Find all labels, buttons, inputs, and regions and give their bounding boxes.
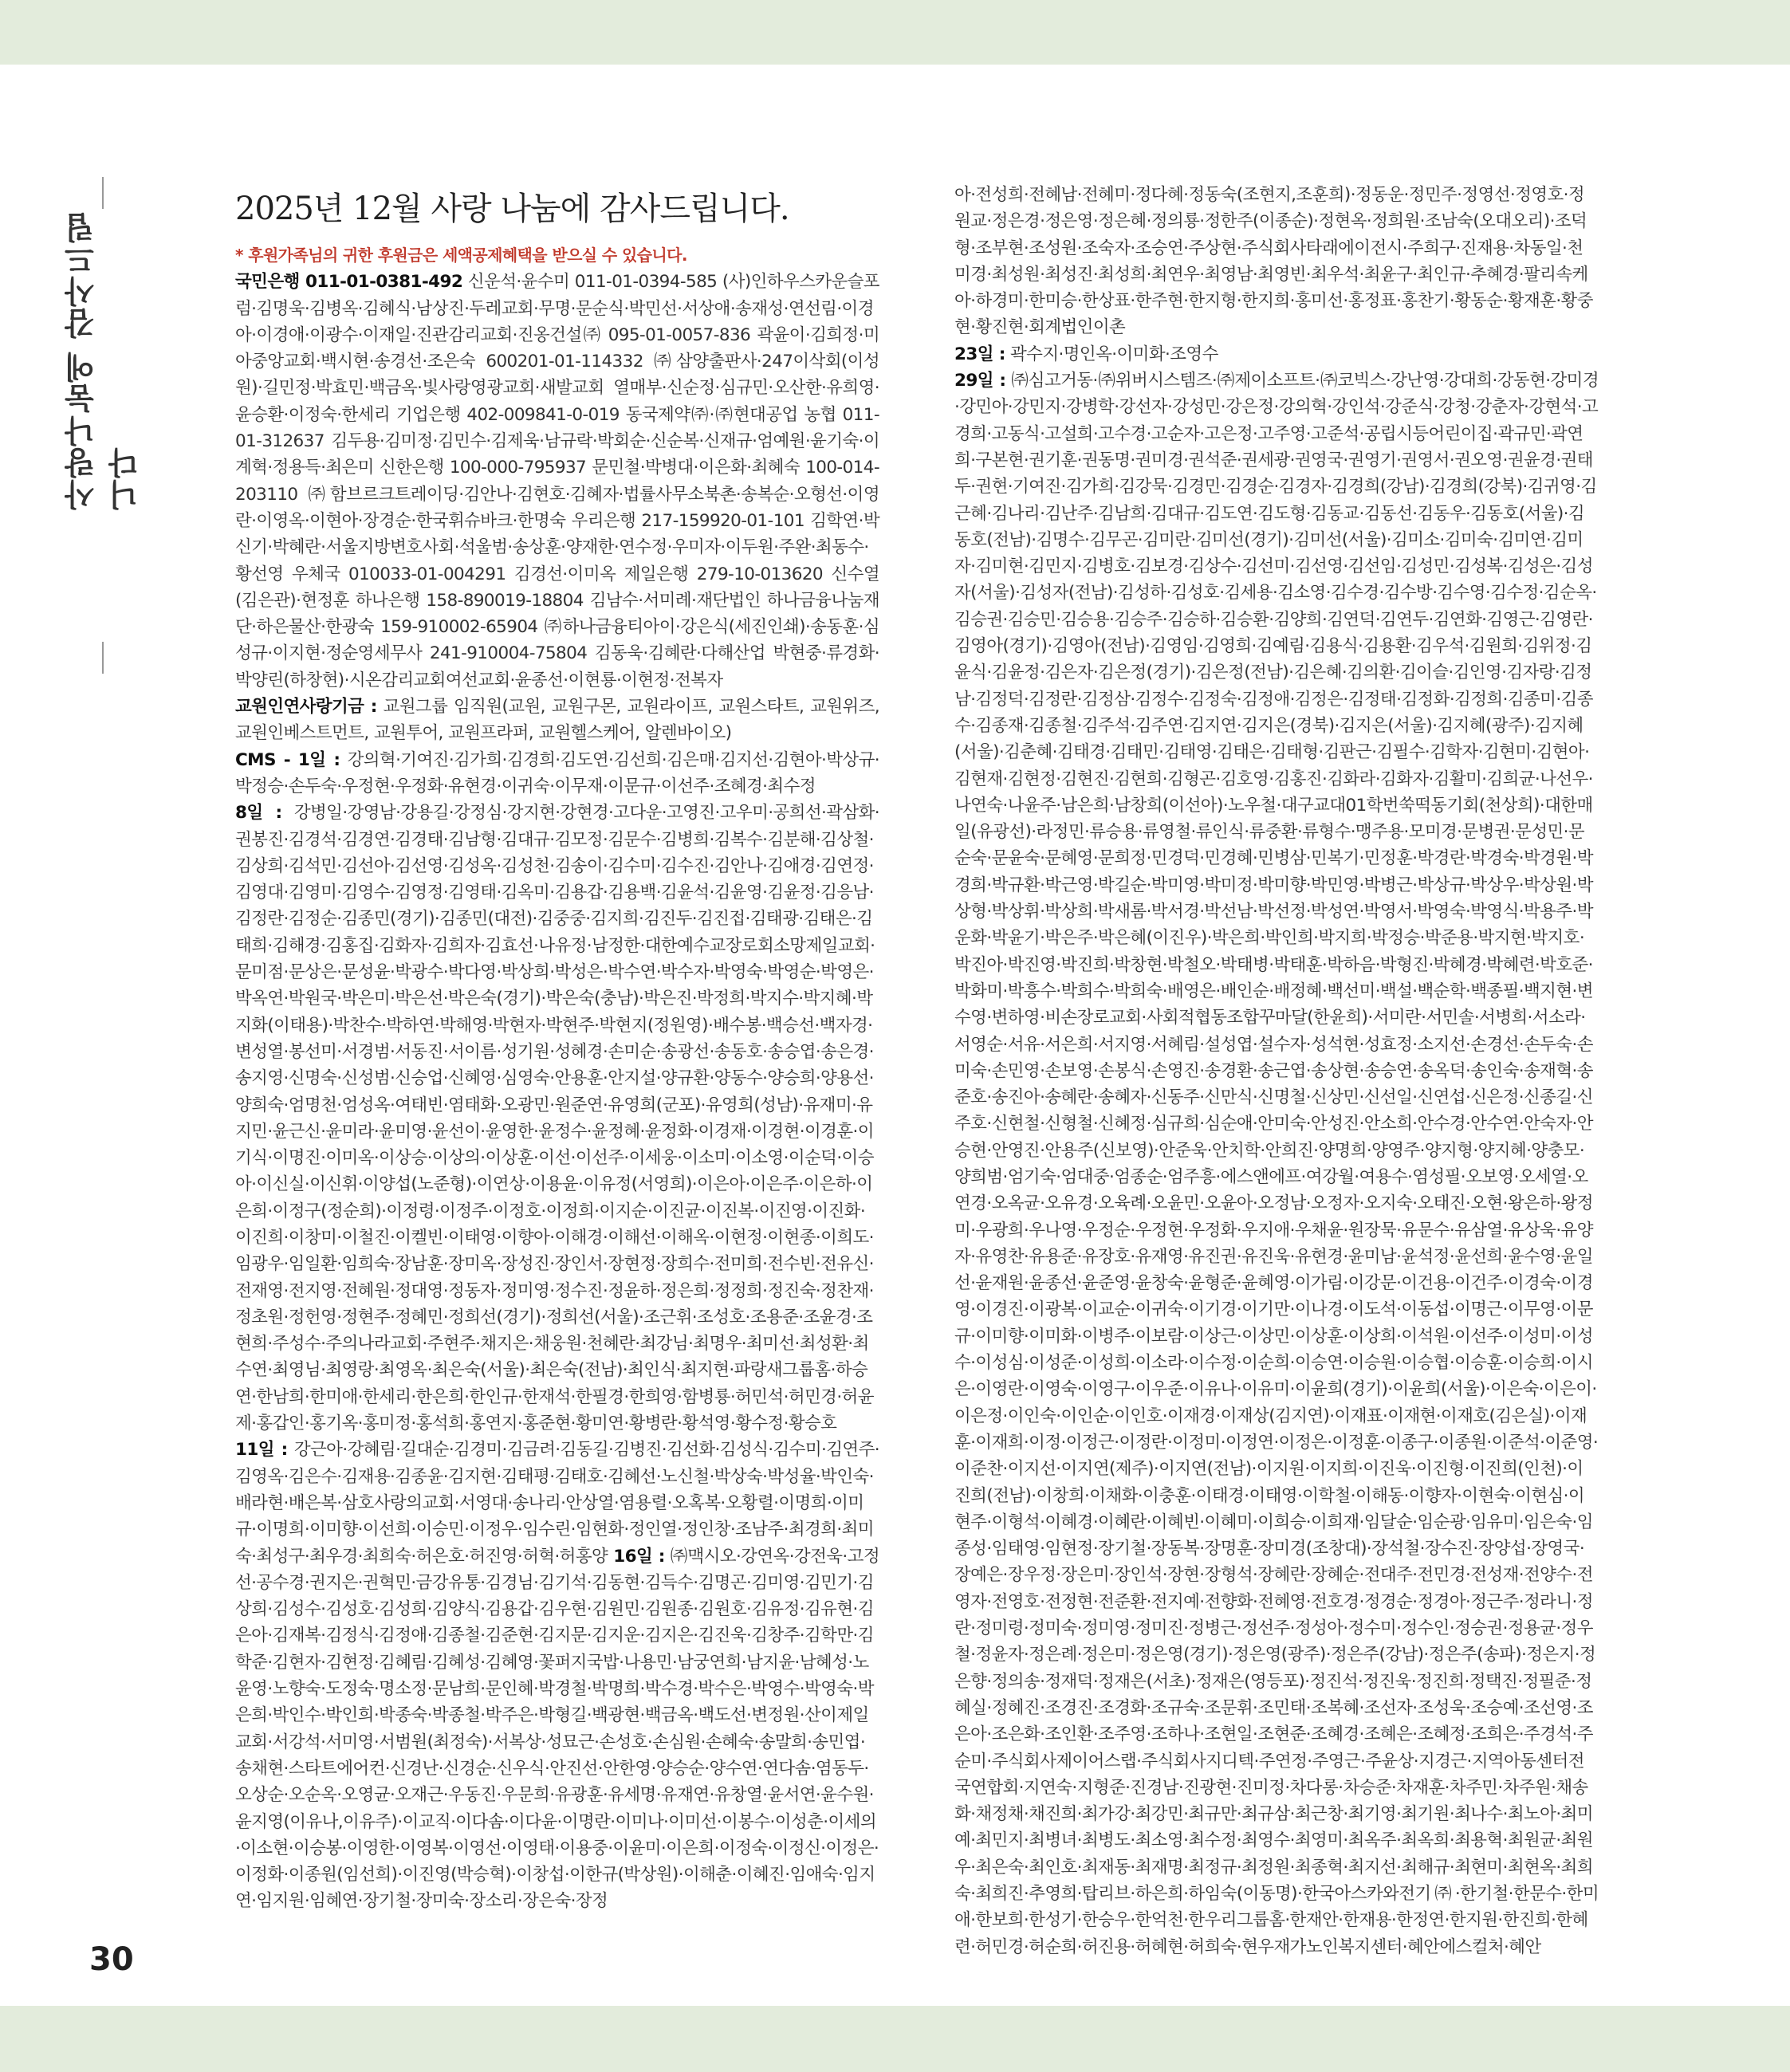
donor-names: 곽수지·명인옥·이미화·조영수 [1005,344,1218,364]
donor-paragraph [235,269,879,694]
donor-group-label: 16일 : [613,1546,665,1567]
donor-paragraph [235,800,879,1437]
donor-paragraph [954,368,1599,1960]
top-band [0,0,1790,65]
donor-group-label: 국민은행 011-01-0381-492 [235,272,463,293]
donor-names: 신운석·윤수미 011-01-0394-585 (사)인하우스카운슬포럼·김명욱·김병옥·김혜식·남상진·두레교회·무명·문순식·박민선·서상애·송재성·연선림·이경아·이경애·이광수·이재일·진관감리교회·진옹건설㈜ 095-01-0057-836 곽윤이·김희정·미아중앙교회·백시현·송경선·조은숙 600201-01-114332 ㈜삼양출판사·247이삭회(이성원)·길민정·박효민·백금옥·빛사랑영광교회·새발교회 열매부·신순정·심규민·오산한·유희영·윤승환·이정숙·한세리 기업은행 402-009841-0-019 동국제약㈜·㈜현대공업 농협 011-01-312637 김두용·김미정·김민수·김제욱·남규락·박회순·신순복·신재규·엄예원·윤기숙·이계혁·정용득·최은미 신한은행 100-000-795937 문민철·박병대·이은화·최혜숙 100-014-203110 ㈜함브르크트레이딩·김안나·김현호·김혜자·법률사무소북촌·송복순·오형선·이영란·이영옥·이현아·장경순·한국휘슈바크·한명숙 우리은행 217-159920-01-101 김학연·박신기·박혜란·서울지방변호사회·석울범·송상훈·양재한·연수정·우미자·이두원·주완·최동수·황선영 우체국 010033-01-004291 김경선·이미옥 제일은행 279-10-013620 신수열(김은관)·현정훈 하나은행 158-890019-18804 김남수·서미례·재단법인 하나금융나눔재단·하은물산·한광숙 159-910002-65904 ㈜하나금융티아이·강은식(세진인쇄)·송동훈·심성규·이지현·정순영세무사 241-910004-75804 김동욱·김혜란·다해산업 박현중·류경화·박양린(하창현)·시온감리교회여선교회·윤종선·이현룡·이현정·전복자 [235,272,879,690]
donor-list-right-column [954,182,1599,1960]
donor-names: ㈜맥시오·강연옥·강전욱·고정선·공수경·권지은·권혁민·금강유통·김경님·김기석·김동현·김득수·김명곤·김미영·김민기·김상희·김성수·김성호·김성희·김양식·김용갑·김우현·김원민·김원종·김원호·김유정·김유현·김은아·김재복·김정식·김정애·김종철·김준현·김지문·김지운·김지은·김진욱·김창주·김학만·김학준·김현자·김현정·김혜림·김혜성·김혜영·꽃퍼지국밥·나용민·남궁연희·남지윤·남혜성·노윤영·노향숙·도정숙·명소정·문남희·문인혜·박경철·박명희·박수경·박수은·박영수·박영숙·박은희·박인수·박인희·박종숙·박종철·박주은·박형길·백광현·백금옥·백도선·변정원·산이제일교회·서강석·서미영·서범원(최정숙)·서복상·성묘근·손성호·손심원·손혜숙·송말희·송민엽·송채현·스타트에어컨·신경난·신경순·신우식·안진선·안한영·양승순·양수연·연다솜·염동두·오상순·오순옥·오영균·오재근·우동진·우문희·유광훈·유세명·유재연·유창열·윤서연·윤수원·윤지영(이유나,이유주)·이교직·이다솜·이다윤·이명란·이미나·이미선·이봉수·이성춘·이세의·이소현·이승봉·이영한·이영복·이영선·이영태·이용중·이윤미·이은희·이정숙·이정신·이정은·이정화·이종원(임선희)·이진영(박승혁)·이창섭·이한규(박상원)·이해춘·이혜진·임애숙·임지연·임지원·임혜연·장기철·장미숙·장소리·장은숙·장정 [235,1546,880,1912]
donor-names: 강근아·강혜림·길대순·김경미·김금려·김동길·김병진·김선화·김성식·김수미·김연주·김영옥·김은수·김재용·김종윤·김지현·김태평·김태호·김혜선·노신철·박상숙·박성율·박인숙·배라현·배은복·삼호사랑의교회·서영대·송나리·안상열·염용렬·오혹복·오황렬·이명희·이미규·이명희·이미향·이선희·이승민·이정우·임수린·임현화·정인열·정인창·조남주·최경희·최미숙·최성구·최우경·최희숙·허은호·허진영·허혁·허홍양 [235,1440,879,1567]
donor-group-label: 11일 : [235,1440,288,1461]
bottom-band [0,2006,1790,2072]
donor-paragraph [235,1437,879,1914]
donor-paragraph [235,694,879,747]
donor-group-label: 교원인연사랑기금 : [235,697,377,718]
page-title: 2025년 12월 사랑 나눔에 감사드립니다. [235,191,789,227]
donor-names: 강의혁·기여진·김가희·김경희·김도연·김선희·김은매·김지선·김현아·박상규·박정승·손두숙·우정현·우정화·유현경·이귀숙·이무재·이문규·이선주·조혜경·최수정 [235,749,879,796]
donor-paragraph [235,747,879,800]
side-rule-bottom [102,642,104,674]
donor-names: ㈜심고거동·㈜위버시스템즈·㈜제이소프트·㈜코빅스·강난영·강대희·강동현·강미경·강민아·강민지·강병학·강선자·강성민·강은정·강의혁·강인석·강준식·강청·강춘자·강현석·고경희·고동식·고설희·고수경·고순자·고은정·고주영·고준석·공립시등어린이집·곽규민·곽연희·구본현·권기훈·권동명·권미경·권석준·권세광·권영국·권영기·권영서·권오영·권윤경·권태두·권현·기여진·김가희·김강묵·김경민·김경순·김경자·김경희(강남)·김경희(강북)·김귀영·김근혜·김나리·김난주·김남희·김대규·김도연·김도형·김동교·김동선·김동우·김동호(서울)·김동호(전남)·김명수·김무곤·김미란·김미선(경기)·김미선(서울)·김미소·김미숙·김미연·김미자·김미현·김민지·김병호·김보경·김상수·김선미·김선영·김선임·김성민·김성복·김성은·김성자(서울)·김성자(전남)·김성하·김성호·김세용·김소영·김수경·김수방·김수영·김수정·김순옥·김승권·김승민·김승용·김승주·김승하·김승환·김양희·김연덕·김연두·김연화·김영근·김영란·김영아(경기)·김영아(전남)·김영임·김영희·김예림·김용식·김용환·김우석·김원희·김위정·김윤식·김윤정·김은자·김은정(경기)·김은정(전남)·김은혜·김의환·김이슬·김인영·김자랑·김정남·김정덕·김정란·김정삼·김정수·김정숙·김정애·김정은·김정태·김정화·김정희·김종미·김종수·김종재·김종철·김주석·김주연·김지연·김지은(경북)·김지은(서울)·김지혜(광주)·김지혜(서울)·김춘혜·김태경·김태민·김태영·김태은·김태형·김판근·김필수·김학자·김현미·김현아·김현재·김현정·김현진·김현희·김형곤·김호영·김홍진·김화라·김화자·김활미·김희균·나선우·나연숙·나윤주·남은희·남창희(이선아)·노우철·대구교대01학번쑥떡동기회(천상희)·대한매일(유광선)·라정민·류승용·류영철·류인식·류중환·류형수·맹주용·모미경·문병권·문성민·문순숙·문윤숙·문혜영·문희정·민경덕·민경혜·민병삼·민복기·민정훈·박경란·박경숙·박경원·박경희·박규환·박근영·박길순·박미영·박미정·박미향·박민영·박병근·박상규·박상우·박상원·박상형·박상휘·박상희·박새롬·박서경·박선남·박선정·박성연·박영서·박영숙·박영식·박용주·박운화·박윤기·박은주·박은혜(이진우)·박은희·박인희·박지희·박정승·박준용·박지현·박지호·박진아·박진영·박진희·박창현·박철오·박태병·박태훈·박하음·박형진·박혜경·박혜련·박호준·박화미·박흥수·박희수·박희숙·배영은·배인순·배정혜·백선미·백설·백순학·백종필·백지현·변수영·변하영·비손장로교회·사회적협동조합꾸마달(한윤희)·서미란·서민솔·서병희·서소라·서영순·서유·서은희·서지영·서혜림·설성엽·설수자·성석현·성효정·소지선·손경선·손두숙·손미숙·손민영·손보영·손봉식·손영진·송경환·송근엽·송상현·송승연·송옥덕·송인숙·송재혁·송준호·송진아·송혜란·송혜자·신동주·신만식·신명철·신상민·신선일·신연섭·신은정·신종길·신주호·신현철·신형철·신혜정·심규희·심순애·안미숙·안성진·안소희·안수경·안수연·안숙자·안승현·안영진·안용주(신보영)·안준욱·안치학·안희진·양명희·양영주·양지형·양지혜·양충모·양희범·엄기숙·엄대중·엄종순·엄주흥·에스앤에프·여강월·여용수·염성필·오보영·오세열·오연경·오옥균·오유경·오육례·오윤민·오윤아·오정남·오정자·오지숙·오태진·오현·왕은하·왕정미·우광희·우나영·우정순·우정현·우정화·우지애·우채윤·원장묵·유문수·유삼열·유상욱·유양자·유영찬·유용준·유장호·유재영·유진권·유진욱·유현경·윤미남·윤석정·윤선희·윤수영·윤일선·윤재원·윤종선·윤준영·윤창숙·윤형준·윤혜영·이가림·이강문·이건용·이건주·이경숙·이경영·이경진·이광복·이교순·이귀숙·이기경·이기만·이나경·이도석·이동섭·이명근·이무영·이문규·이미향·이미화·이병주·이보람·이상근·이상민·이상훈·이상희·이석원·이선주·이성미·이성수·이성심·이성준·이성희·이소라·이수정·이순희·이승연·이승원·이승협·이승훈·이승희·이시은·이영란·이영숙·이영구·이우준·이유나·이유미·이윤희(경기)·이윤희(서울)·이은숙·이은이·이은정·이인숙·이인순·이인호·이재경·이재상(김지연)·이재표·이재현·이재호(김은실)·이재훈·이재희·이정·이정근·이정란·이정미·이정연·이정은·이정훈·이종구·이종원·이준석·이준영·이준찬·이지선·이지연(제주)·이지연(전남)·이지원·이지희·이진욱·이진형·이진희(인천)·이진희(전남)·이창희·이채화·이충훈·이태경·이태영·이학철·이해동·이향자·이현숙·이현심·이현주·이형석·이혜경·이혜란·이혜빈·이혜미·이희승·이희재·임달순·임순광·임유미·임은숙·임종성·임태영·임현정·장기철·장동복·장명훈·장미경(조창대)·장석철·장수진·장양섭·장영국·장예은·장우정·장은미·장인석·장현·장형석·장혜란·장혜순·전대주·전민경·전성재·전양수·전영자·전영호·전정현·전준환·전지예·전향화·전혜영·전호경·정경순·정경아·정근주·정라니·정란·정미령·정미숙·정미영·정미진·정병근·정선주·정성아·정수미·정수인·정승권·정용균·정우철·정윤자·정은례·정은미·정은영(경기)·정은영(광주)·정은주(강남)·정은주(송파)·정은지·정은향·정의송·정재덕·정재은(서초)·정재은(영등포)·정진석·정진욱·정진희·정택진·정필준·정혜실·정혜진·조경진·조경화·조규숙·조문휘·조민태·조복혜·조선자·조성욱·조승예·조선영·조은아·조은화·조인환·조주영·조하나·조현일·조현준·조혜경·조혜은·조혜정·조희은·주경석·주순미·주식회사제이어스랩·주식회사지디텍·주연정·주영근·주윤상·지경근·지역아동센터전국연합회·지연숙·지형준·진경남·진광현·진미정·차다롱·차승준·차재훈·차주민·차주원·채송화·채정채·채진희·최가강·최강민·최규만·최규삼·최근창·최기영·최기원·최나수·최노아·최미예·최민지·최병녀·최병도·최소영·최수정·최영수·최영미·최옥주·최옥희·최용혁·최원균·최원우·최은숙·최인호·최재동·최재명·최정규·최정원·최종혁·최지선·최해규·최현미·최현옥·최희숙·최희진·추영희·탑리브·하은희·하임숙(이동명)·한국아스카와전기㈜·한기철·한문수·한미애·한보희·한성기·한승우·한억천·한우리그룹홈·한재안·한재용·한정연·한지원·한진희·한혜련·허민경·허순희·허진용·허혜현·허희숙·현우재가노인복지센터·혜안에스컬처·혜안 [954,371,1599,1957]
donor-group-label: 23일 : [954,344,1005,364]
donor-names: 강병일·강영남·강용길·강정심·강지현·강현경·고다운·고영진·고우미·공희선·곽삼화·권봉진·김경석·김경연·김경태·김남형·김대규·김모정·김문수·김병희·김복수·김분해·김상철·김상희·김석민·김선아·김선영·김성옥·김성천·김송이·김수미·김수진·김안나·김애경·김연정·김영대·김영미·김영수·김영정·김영태·김옥미·김용갑·김용백·김윤석·김윤영·김윤정·김응남·김정란·김정순·김종민(경기)·김종민(대전)·김중중·김지희·김진두·김진접·김태광·김태은·김태희·김해경·김홍집·김화자·김희자·김효선·나유정·남정한·대한예수교장로회소망제일교회·문미점·문상은·문성윤·박광수·박다영·박상희·박성은·박수연·박수자·박영숙·박영순·박영은·박옥연·박원국·박은미·박은선·박은숙(경기)·박은숙(충남)·박은진·박정희·박지수·박지혜·박지화(이태용)·박찬수·박하연·박해영·박현자·박현주·박현지(정원영)·배수봉·백승선·백자경·변성열·봉선미·서경범·서동진·서이름·성기원·성혜경·손미순·송광선·송동호·송승엽·송은경·송지영·신명숙·신성범·신승업·신혜영·심영숙·안용훈·안지설·양규환·양동수·양승희·양용선·양희숙·엄명천·엄성옥·여태빈·염태화·오광민·원준연·유영희(군포)·유영희(성남)·유재미·유지민·윤근신·윤미라·윤미영·윤선이·윤영한·윤정수·윤정혜·윤정화·이경재·이경현·이경훈·이기식·이명진·이미옥·이상승·이상의·이상훈·이선·이선주·이세웅·이소미·이소영·이순덕·이승아·이신실·이신휘·이양섭(노준형)·이연상·이용윤·이유정(서영희)·이은아·이은주·이은하·이은희·이정구(정순희)·이정령·이정주·이정호·이정희·이지순·이진균·이진복·이진영·이진화·이진희·이창미·이철진·이켈빈·이태영·이향아·이해경·이해선·이해옥·이현정·이현종·이희도·임광우·임일환·임희숙·장남훈·장미옥·장성진·장인서·장현정·장희수·전미희·전수빈·전유신·전재영·전지영·전혜원·정대영·정동자·정미영·정수진·정윤하·정은희·정정희·정진숙·정찬재·정초원·정헌영·정현주·정혜민·정희선(경기)·정희선(서울)·조근휘·조성호·조용준·조윤경·조현희·주성수·주의나라교회·주현주·채지은·채웅원·천혜란·최강님·최명우·최미선·최성환·최수연·최영님·최영랑·최영옥·최은숙(서울)·최은숙(전남)·최인식·최지현·파랑새그룹홈·하승연·한남희·한미애·한세리·한은희·한인규·한재석·한필경·한희영·함병룡·허민석·허민경·허윤제·홍갑인·홍기옥·홍미정·홍석희·홍연지·홍준현·황미연·황병란·황석영·황수정·황승호 [235,803,879,1434]
page-number: 30 [89,1941,134,1978]
donor-names: 아·전성희·전혜남·전혜미·정다혜·정동숙(조현지,조훈희)·정동운·정민주·정영선·정영호·정원교·정은경·정은영·정은혜·정의룡·정한주(이종순)·정현옥·정희원·조남숙(오대오리)·조덕형·조부현·조성원·조숙자·조승연·주상현·주식회사타래에이전시·주희구·진재용·차동일·천미경·최성원·최성진·최성희·최연우·최영남·최영빈·최우석·최윤구·최인규·추혜경·팔리속케아·하경미·한미승·한상표·한주현·한지형·한지희·홍미선·홍정표·홍찬기·황동순·황재훈·황중현·황진현·회계법인이촌 [954,185,1593,338]
donor-paragraph [954,182,1599,341]
donor-group-label: 29일 : [954,371,1006,391]
donor-list-left-column [235,242,879,1915]
tax-notice: * 후원가족님의 귀한 후원금은 세액공제혜택을 받으실 수 있습니다. [235,246,687,265]
donor-group-label: CMS - 1일 : [235,749,340,770]
side-section-title: 사랑나눔에 감사드립니다 [65,210,144,510]
donor-paragraph [954,341,1599,368]
donor-names: 교원그룹 임직원(교원, 교원구몬, 교원라이프, 교원스타트, 교원위즈, 교원인베스트먼트, 교원투어, 교원프라퍼, 교원헬스케어, 알렌바이오) [235,697,879,744]
donor-group-label: 8일 : [235,803,282,824]
